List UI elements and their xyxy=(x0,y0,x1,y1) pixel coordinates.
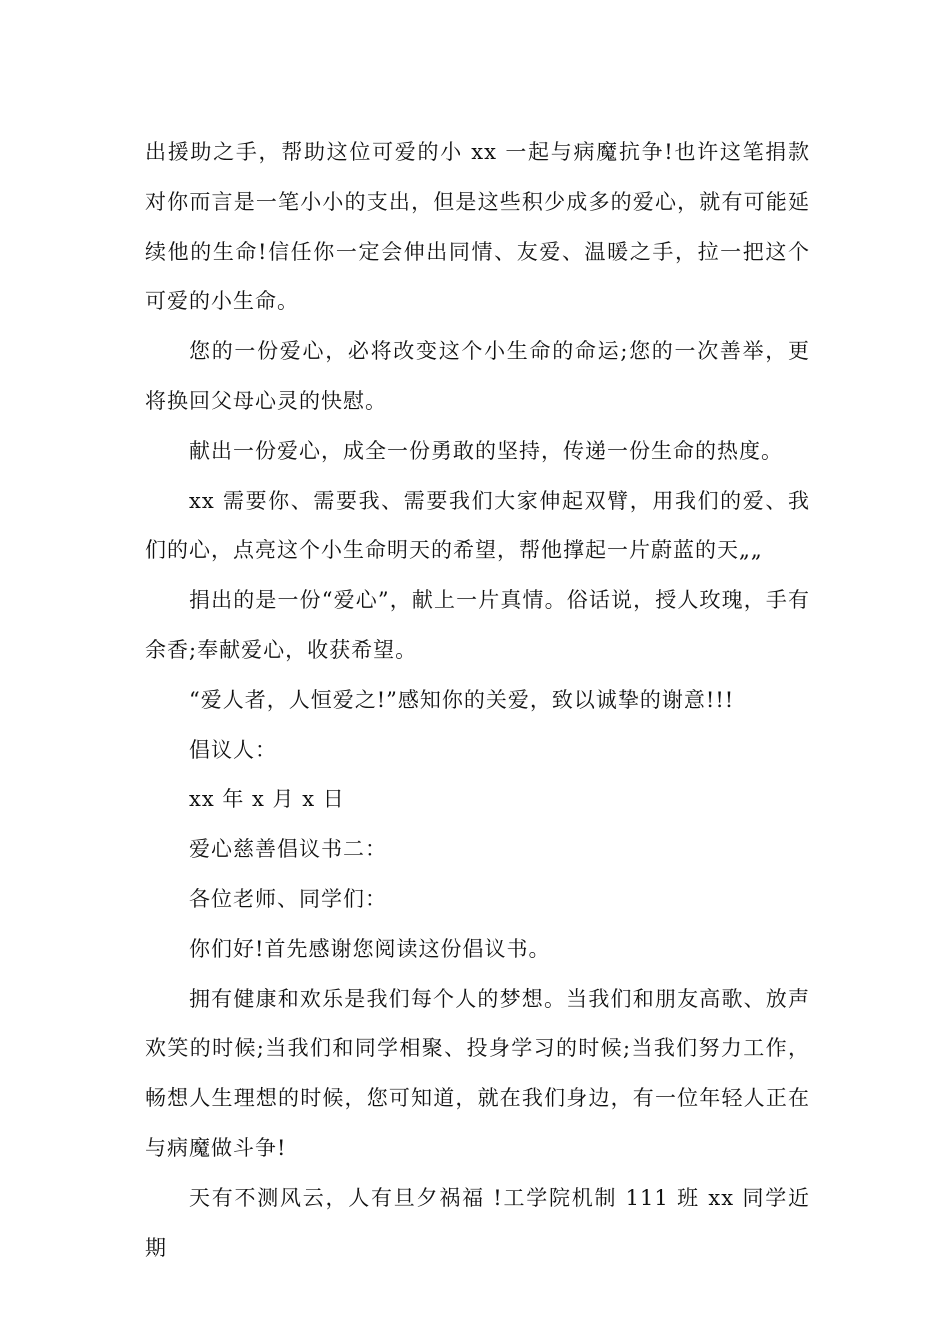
section-heading: 爱心慈善倡议书二： xyxy=(189,837,387,862)
paragraph-5: 捐出的是一份“爱心”，献上一片真情。俗话说，授人玫瑰，手有余香;奉献爱心，收获希望。 xyxy=(145,588,810,662)
date-line: xx 年 x 月 x 日 xyxy=(189,787,345,812)
paragraph-4: xx 需要你、需要我、需要我们大家伸起双臂，用我们的爱、我们的心，点亮这个小生命明天的希望，帮他撑起一片蔚蓝的天„„ xyxy=(145,488,810,563)
greeting: 你们好!首先感谢您阅读这份倡议书。 xyxy=(189,936,551,961)
signatory-label: 倡议人： xyxy=(189,737,277,762)
paragraph-3: 献出一份爱心，成全一份勇敢的坚持，传递一份生命的热度。 xyxy=(189,438,783,463)
paragraph-2: 您的一份爱心，必将改变这个小生命的命运;您的一次善举，更将换回父母心灵的快慰。 xyxy=(145,339,810,413)
paragraph-13: 天有不测风云，人有旦夕祸福 !工学院机制 111 班 xx 同学近期 xyxy=(145,1185,810,1260)
salutation: 各位老师、同学们： xyxy=(189,886,387,911)
document-body xyxy=(145,128,810,1273)
paragraph-6: “爱人者，人恒爱之!”感知你的关爱，致以诚挚的谢意!!! xyxy=(189,687,735,712)
paragraph-12: 拥有健康和欢乐是我们每个人的梦想。当我们和朋友高歌、放声欢笑的时候;当我们和同学相聚、投身学习的时候;当我们努力工作，畅想人生理想的时候，您可知道，就在我们身边，有一位年轻人正在与病魔做斗争! xyxy=(145,986,810,1160)
paragraph-1: 出援助之手，帮助这位可爱的小 xx 一起与病魔抗争!也许这笔捐款对你而言是一笔小小的支出，但是这些积少成多的爱心，就有可能延续他的生命!信任你一定会伸出同情、友爱、温暖之手，拉一把这个可爱的小生命。 xyxy=(145,140,810,314)
